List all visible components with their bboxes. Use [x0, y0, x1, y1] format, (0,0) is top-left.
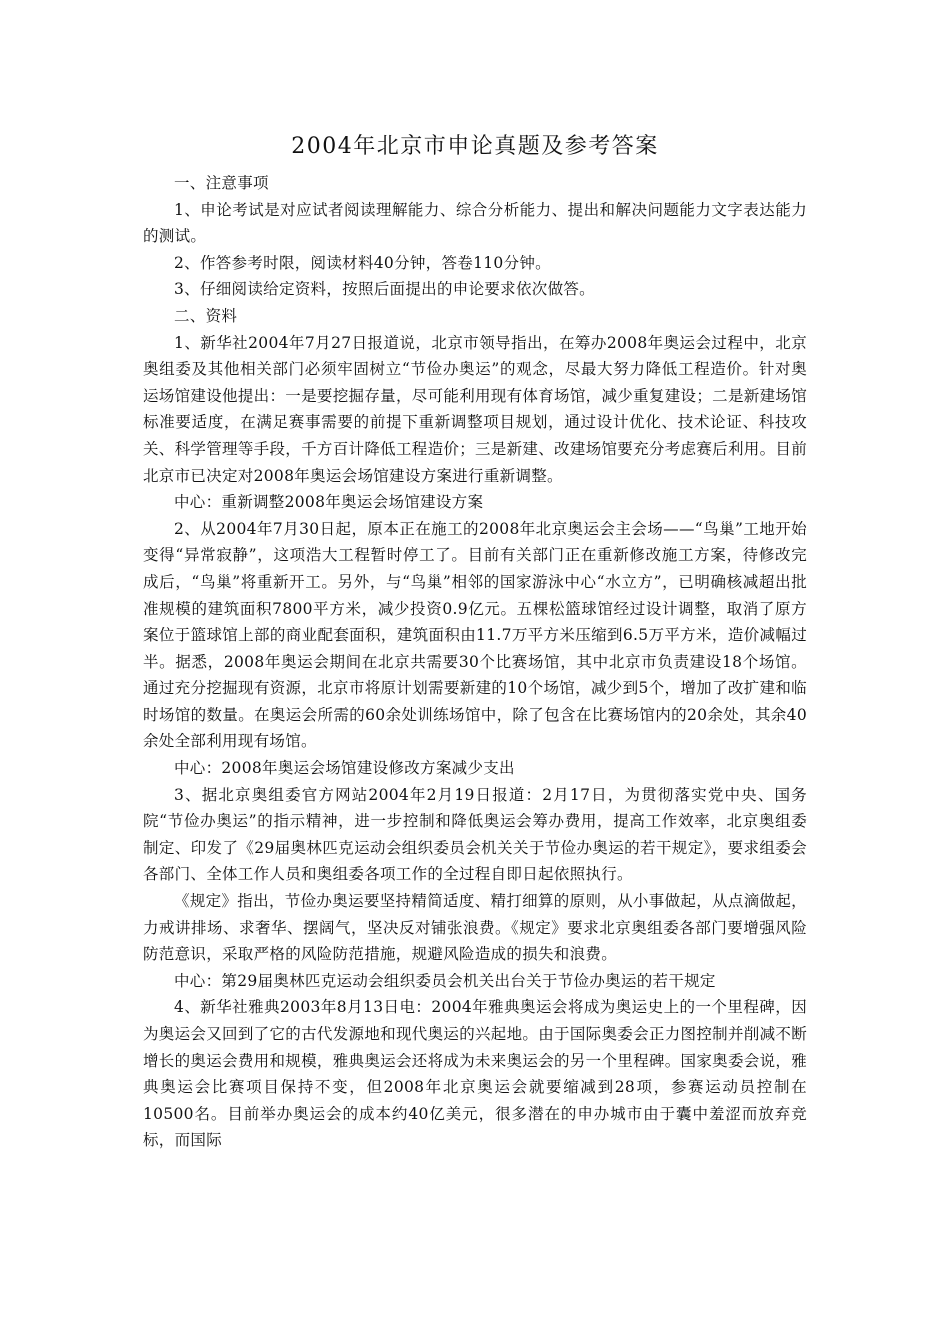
paragraph-material-1: 1、新华社2004年7月27日报道说，北京市领导指出，在筹办2008年奥运会过程中，北京奥组委及其他相关部门必须牢固树立“节俭办奥运”的观念，尽最大努力降低工程造价。针对奥运场馆建设他提出：一是要挖掘存量，尽可能利用现有体育场馆，减少重复建设；二是新建场馆标准要适度，在满足赛事需要的前提下重新调整项目规划，通过设计优化、技术论证、科技攻关、科学管理等手段，千方百计降低工程造价；三是新建、改建场馆要充分考虑赛后利用。目前北京市已决定对2008年奥运会场馆建设方案进行重新调整。 [143, 333, 807, 485]
section-heading-materials: 二、资料 [174, 306, 238, 325]
paragraph-center-3: 中心：第29届奥林匹克运动会组织委员会机关出台关于节俭办奥运的若干规定 [174, 971, 716, 990]
paragraph-material-2: 2、从2004年7月30日起，原本正在施工的2008年北京奥运会主会场——“鸟巢”工地开始变得“异常寂静”，这项浩大工程暂时停工了。目前有关部门正在重新修改施工方案，待修改完成后，“鸟巢”将重新开工。另外，与“鸟巢”相邻的国家游泳中心“水立方”，已明确核减超出批准规模的建筑面积7800平方米，减少投资0.9亿元。五棵松篮球馆经过设计调整，取消了原方案位于篮球馆上部的商业配套面积，建筑面积由11.7万平方米压缩到6.5万平方米，造价减幅过半。据悉，2008年奥运会期间在北京共需要30个比赛场馆，其中北京市负责建设18个场馆。通过充分挖掘现有资源，北京市将原计划需要新建的10个场馆，减少到5个，增加了改扩建和临时场馆的数量。在奥运会所需的60余处训练场馆中，除了包含在比赛场馆内的20余处，其余40余处全部利用现有场馆。 [143, 519, 807, 751]
paragraph-center-1: 中心：重新调整2008年奥运会场馆建设方案 [174, 493, 484, 512]
paragraph-note-2: 2、作答参考时限，阅读材料40分钟，答卷110分钟。 [174, 253, 551, 272]
paragraph-material-4: 4、新华社雅典2003年8月13日电：2004年雅典奥运会将成为奥运史上的一个里程碑，因为奥运会又回到了它的古代发源地和现代奥运的兴起地。由于国际奥委会正力图控制并削减不断增长的奥运会费用和规模，雅典奥运会还将成为未来奥运会的另一个里程碑。国家奥委会说，雅典奥运会比赛项目保持不变，但2008年北京奥运会就要缩减到28项，参赛运动员控制在10500名。目前举办奥运会的成本约40亿美元，很多潜在的申办城市由于囊中羞涩而放弃竞标，而国际 [143, 998, 807, 1150]
section-heading-notes: 一、注意事项 [174, 174, 269, 192]
paragraph-note-1: 1、申论考试是对应试者阅读理解能力、综合分析能力、提出和解决问题能力文字表达能力的测试。 [143, 200, 807, 246]
paragraph-note-3: 3、仔细阅读给定资料，按照后面提出的申论要求依次做答。 [174, 280, 595, 299]
paragraph-center-2: 中心：2008年奥运会场馆建设修改方案减少支出 [174, 759, 515, 778]
page-title: 2004年北京市申论真题及参考答案 [291, 134, 659, 159]
document-page [143, 0, 807, 1154]
paragraph-regulation: 《规定》指出，节俭办奥运要坚持精简适度、精打细算的原则，从小事做起，从点滴做起，力戒讲排场、求奢华、摆阔气，坚决反对铺张浪费。《规定》要求北京奥组委各部门要增强风险防范意识，采取严格的风险防范措施，规避风险造成的损失和浪费。 [143, 892, 807, 964]
paragraph-material-3: 3、据北京奥组委官方网站2004年2月19日报道：2月17日，为贯彻落实党中央、国务院“节俭办奥运”的指示精神，进一步控制和降低奥运会筹办费用，提高工作效率，北京奥组委制定、印发了《29届奥林匹克运动会组织委员会机关关于节俭办奥运的若干规定》，要求组委会各部门、全体工作人员和奥组委各项工作的全过程自即日起依照执行。 [143, 785, 807, 884]
